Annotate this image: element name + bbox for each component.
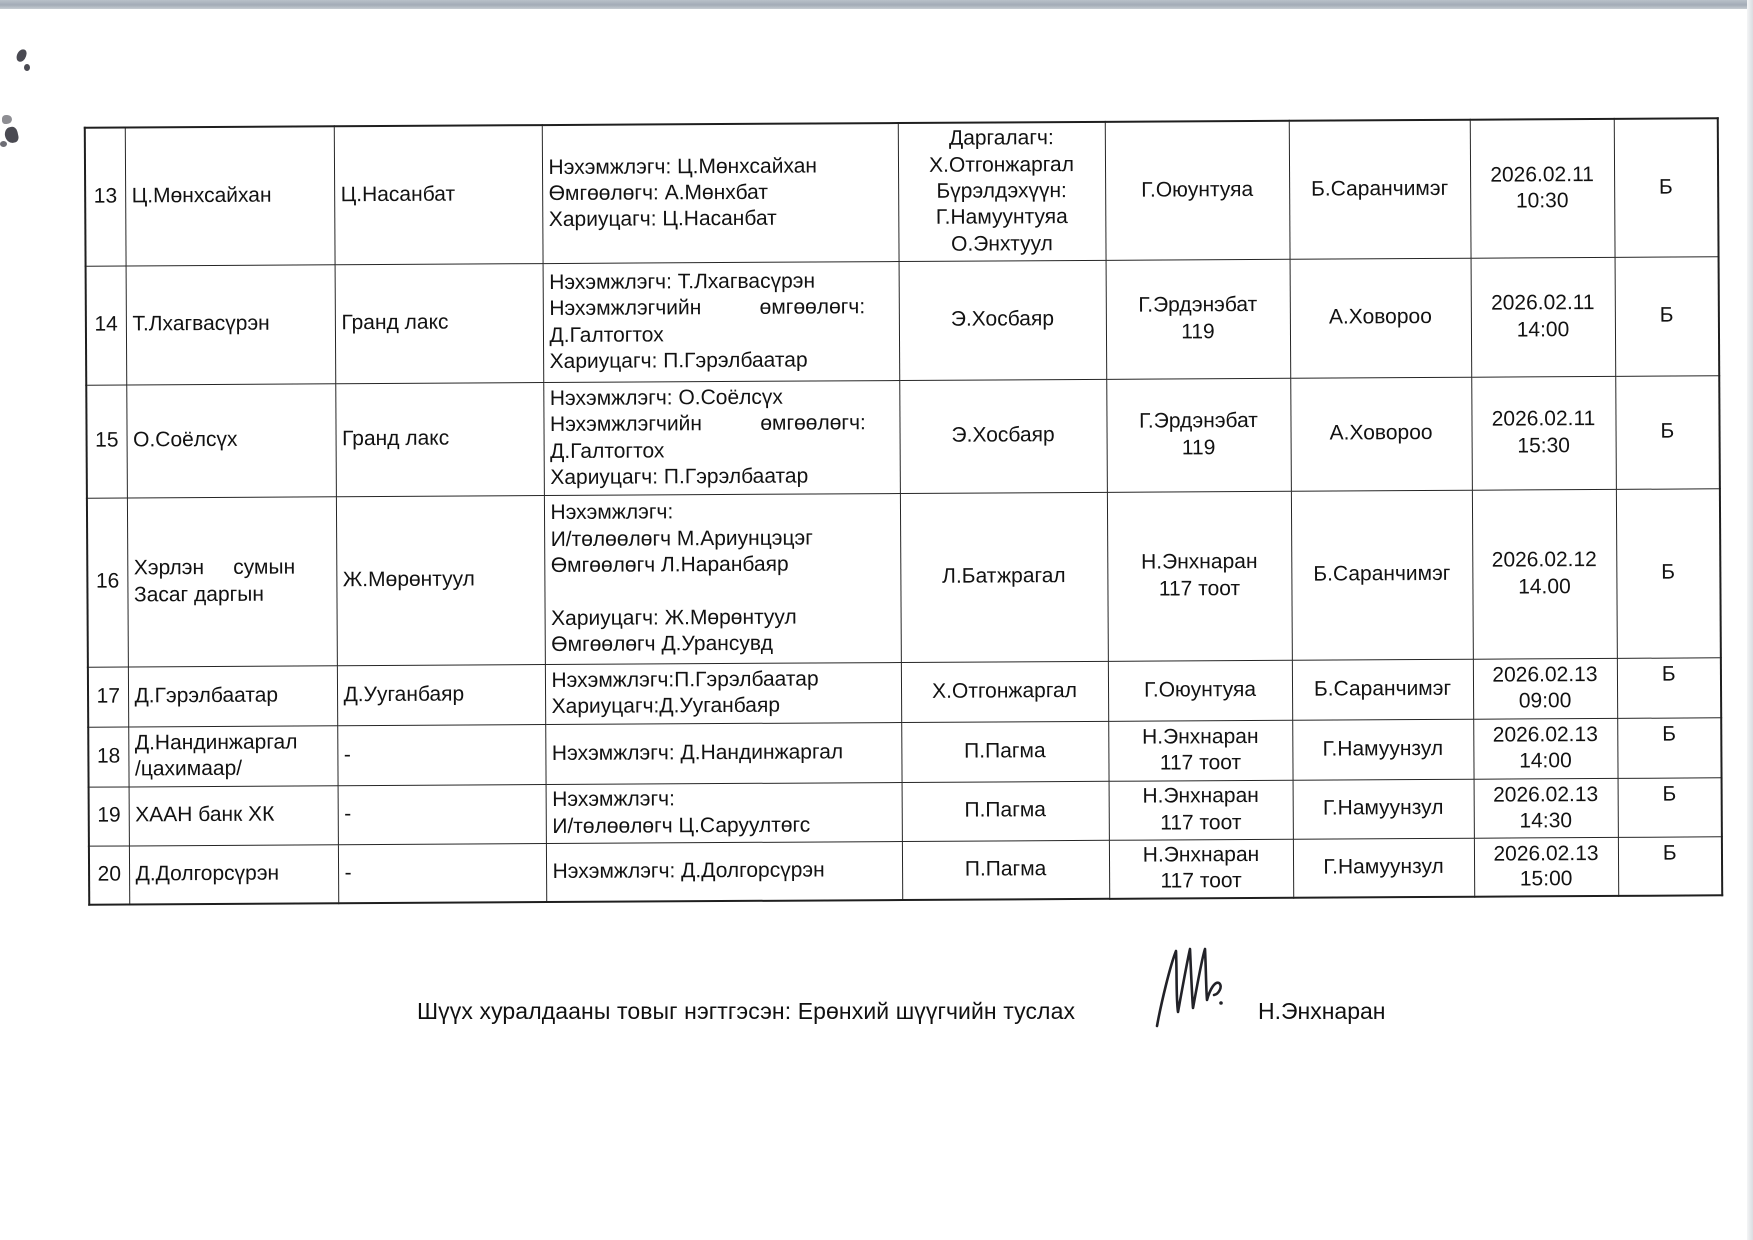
case-type-cell: Б — [1618, 777, 1722, 837]
defendant-cell: Гранд лакс — [335, 263, 544, 383]
datetime-cell: 2026.02.11 14:00 — [1471, 257, 1616, 377]
participants-cell: Нэхэмжлэгч: О.Соёлсүх Нэхэмжлэгчийн өмгөөлөгч: Д.Галтогтох Хариуцагч: П.Гэрэлбаатар — [543, 380, 900, 495]
footer-name: Н.Энхнаран — [1258, 998, 1386, 1024]
table-row — [89, 836, 1722, 904]
row-number-cell: 18 — [88, 726, 128, 786]
clerk-room-cell: Г.Эрдэнэбат 119 — [1106, 259, 1291, 379]
participants-cell: Нэхэмжлэгч: Д.Долгорсүрэн — [546, 841, 902, 902]
presiding-judge-cell: Даргалагч: Х.Отгонжаргал Бүрэлдэхүүн: Г.Намуунтуяа О.Энхтуул — [898, 122, 1106, 261]
table-row — [86, 256, 1720, 384]
secretary-cell: Б.Саранчимэг — [1292, 659, 1473, 720]
row-number-cell: 20 — [89, 845, 129, 904]
row-number-cell: 19 — [89, 786, 129, 845]
plaintiff-cell: Д.Нандинжаргал /цахимаар/ — [128, 725, 337, 786]
presiding-judge-cell: Л.Батжрагал — [900, 492, 1108, 662]
participants-cell: Нэхэмжлэгч: Т.Лхагвасүрэн Нэхэмжлэгчийн өмгөөлөгч: Д.Галтогтох Хариуцагч: П.Гэрэлбаатар — [543, 261, 900, 382]
clerk-room-cell: Н.Энхнаран 117 тоот — [1107, 491, 1292, 661]
datetime-cell: 2026.02.13 15:00 — [1474, 837, 1618, 897]
participants-cell: Нэхэмжлэгч: И/төлөөлөгч М.Ариунцэцэг Өмгөөлөгч Л.Наранбаяр Хариуцагч: Ж.Мөрөнтуул Өмгөөлөгч Д.Урансувд — [544, 493, 901, 664]
secretary-cell: А.Ховороо — [1290, 377, 1472, 491]
table-row — [86, 375, 1720, 497]
case-type-cell: Б — [1618, 836, 1722, 896]
plaintiff-cell: Д.Долгорсүрэн — [129, 844, 338, 904]
plaintiff-cell: Ц.Мөнхсайхан — [125, 126, 335, 265]
presiding-judge-cell: Э.Хосбаяр — [899, 379, 1107, 493]
participants-cell: Нэхэмжлэгч: Д.Нандинжаргал — [545, 722, 901, 784]
case-type-cell: Б — [1617, 717, 1721, 778]
presiding-judge-cell: Х.Отгонжаргал — [901, 661, 1108, 722]
datetime-cell: 2026.02.13 14:00 — [1473, 718, 1617, 779]
defendant-cell: - — [337, 724, 545, 785]
case-type-cell: Б — [1615, 375, 1720, 489]
case-type-cell: Б — [1616, 488, 1721, 658]
table-row — [88, 717, 1721, 786]
presiding-judge-cell: П.Пагма — [902, 840, 1109, 900]
case-type-cell: Б — [1615, 256, 1720, 376]
secretary-cell: Г.Намуунзул — [1293, 779, 1474, 839]
defendant-cell: Ж.Мөрөнтуул — [336, 495, 545, 665]
datetime-cell: 2026.02.11 15:30 — [1471, 376, 1616, 490]
hearing-schedule-table-wrap — [84, 117, 1721, 905]
clerk-room-cell: Н.Энхнаран 117 тоот — [1109, 780, 1293, 840]
plaintiff-cell: Т.Лхагвасүрэн — [126, 264, 336, 384]
row-number-cell: 16 — [87, 497, 128, 666]
secretary-cell: Б.Саранчимэг — [1291, 490, 1473, 660]
plaintiff-cell: О.Соёлсүх — [126, 383, 336, 497]
plaintiff-cell: ХААН банк ХК — [129, 785, 338, 845]
participants-cell: Нэхэмжлэгч: И/төлөөлөгч Ц.Саруултөгс — [546, 782, 902, 843]
secretary-cell: Г.Намуунзул — [1292, 719, 1473, 780]
defendant-cell: - — [338, 843, 546, 903]
presiding-judge-cell: Э.Хосбаяр — [899, 260, 1107, 380]
defendant-cell: Ц.Насанбат — [334, 125, 543, 264]
row-number-cell: 13 — [85, 127, 126, 265]
row-number-cell: 15 — [86, 384, 127, 497]
clerk-room-cell: Г.Оюунтуяа — [1108, 660, 1292, 721]
datetime-cell: 2026.02.11 10:30 — [1470, 119, 1615, 258]
plaintiff-cell: Д.Гэрэлбаатар — [128, 665, 337, 726]
plaintiff-cell: Хэрлэн сумын Засаг даргын — [127, 496, 337, 666]
table-row — [85, 118, 1719, 265]
ink-speck — [0, 141, 7, 147]
hearing-schedule-table — [84, 117, 1723, 905]
defendant-cell: Гранд лакс — [335, 382, 544, 496]
clerk-room-cell: Г.Эрдэнэбат 119 — [1106, 378, 1291, 492]
defendant-cell: Д.Ууганбаяр — [337, 664, 545, 725]
presiding-judge-cell: П.Пагма — [902, 781, 1109, 841]
clerk-room-cell: Г.Оюунтуяа — [1105, 121, 1290, 260]
row-number-cell: 14 — [86, 265, 127, 384]
datetime-cell: 2026.02.13 09:00 — [1473, 658, 1617, 719]
defendant-cell: - — [338, 784, 546, 844]
datetime-cell: 2026.02.12 14.00 — [1472, 489, 1617, 659]
row-number-cell: 17 — [88, 666, 128, 726]
table-row — [87, 488, 1721, 666]
participants-cell: Нэхэмжлэгч:П.Гэрэлбаатар Хариуцагч:Д.Ууганбаяр — [545, 662, 901, 724]
presiding-judge-cell: П.Пагма — [901, 721, 1108, 782]
table-row — [88, 657, 1721, 726]
datetime-cell: 2026.02.13 14:30 — [1474, 778, 1618, 838]
secretary-cell: Б.Саранчимэг — [1289, 120, 1471, 259]
clerk-room-cell: Н.Энхнаран 117 тоот — [1108, 720, 1292, 781]
scanner-edge-artifact-right — [1747, 0, 1753, 1240]
secretary-cell: Г.Намуунзул — [1293, 838, 1474, 898]
secretary-cell: А.Ховороо — [1290, 258, 1472, 378]
case-type-cell: Б — [1614, 118, 1719, 257]
clerk-room-cell: Н.Энхнаран 117 тоот — [1109, 839, 1293, 899]
footer-label: Шүүх хуралдааны товыг нэгтгэсэн: Ерөнхий шүүгчийн туслах — [417, 998, 1076, 1024]
case-type-cell: Б — [1617, 657, 1721, 718]
table-row — [89, 777, 1722, 845]
participants-cell: Нэхэмжлэгч: Ц.Мөнхсайхан Өмгөөлөгч: А.Мөнхбат Хариуцагч: Ц.Насанбат — [542, 123, 899, 263]
signature — [1148, 942, 1232, 1030]
